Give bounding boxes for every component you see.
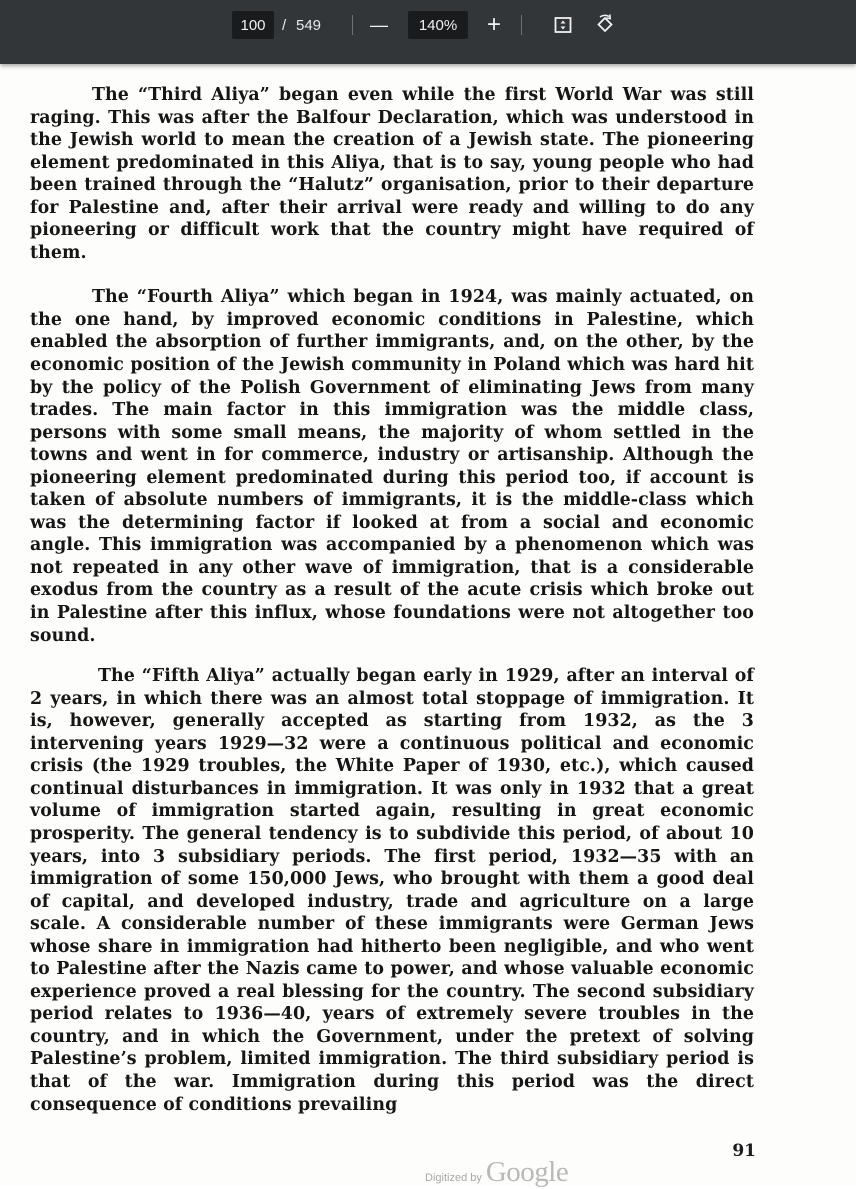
- zoom-level-input[interactable]: 140%: [408, 11, 468, 39]
- google-logo: Google: [485, 1156, 569, 1188]
- page-separator: /: [282, 16, 287, 34]
- minus-icon: —: [370, 14, 388, 35]
- fit-to-page-button[interactable]: [547, 9, 579, 41]
- toolbar-divider: [521, 15, 522, 35]
- zoom-in-button[interactable]: [478, 9, 510, 41]
- zoom-out-button[interactable]: [363, 9, 395, 41]
- rotate-button[interactable]: [589, 9, 621, 41]
- rotate-icon: [594, 14, 616, 36]
- google-digitized-watermark: [425, 1156, 568, 1189]
- paragraph-fourth-aliya: The “Fourth Aliya” which began in 1924, was mainly actuated, on the one hand, by improved economic conditions in Palestine, which enabled the absorption of further immigrants, and, on the other, by the economic position of the Jewish community in Poland which was hard hit by the policy of the Polish Government of eliminating Jews from many trades. The main factor in this immigration was the middle class, persons with some small means, the majority of whom settled in the towns and went in for commerce, industry or artisanship. Although the pioneering element predominated during this period too, if account is taken of absolute numbers of immigrants, it is the middle-class which was the determining factor if looked at from a social and economic angle. This immigration was accompanied by a phenomenon which was not repeated in any other wave of immigration, that is a considerable exodus from the country as a result of the acute crisis which broke out in Palestine after this influx, whose foundations were not altogether too sound.: [30, 287, 754, 646]
- pdf-toolbar: [0, 0, 856, 64]
- plus-icon: +: [486, 11, 501, 38]
- total-pages: 549: [296, 16, 322, 34]
- paragraph-third-aliya: The “Third Aliya” began even while the first World War was still raging. This was after the Balfour Declaration, which was understood in the Jewish world to mean the creation of a Jewish state. The pioneering element predominated in this Aliya, that is to say, young people who had been trained through the “Halutz” organisation, prior to their departure for Palestine and, after their arrival were ready and willing to do any pioneering or difficult work that the country might have required of them.: [30, 85, 754, 263]
- current-page-input[interactable]: 100: [232, 11, 274, 39]
- fit-to-page-icon: [553, 15, 573, 35]
- pdf-page: [0, 64, 856, 1186]
- toolbar-divider: [352, 15, 353, 35]
- watermark-digitized-by: Digitized by: [425, 1172, 482, 1184]
- page-number: 91: [732, 1141, 756, 1161]
- paragraph-fifth-aliya: The “Fifth Aliya” actually began early in 1929, after an interval of 2 years, in which there was an almost total stoppage of immigration. It is, however, generally accepted as starting from 1932, as the 3 intervening years 1929—32 were a continuous political and economic crisis (the 1929 troubles, the White Paper of 1930, etc.), which caused continual disturbances in immigration. It was only in 1932 that a great volume of immigration started again, resulting in great economic prosperity. The general tendency is to subdivide this period, of about 10 years, into 3 subsidiary periods. The first period, 1932—35 with an immigration of some 150,000 Jews, who brought with them a good deal of capital, and developed industry, trade and agriculture on a large scale. A considerable number of these immigrants were German Jews whose share in immigration had hitherto been negligible, and who went to Palestine after the Nazis came to power, and whose valuable economic experience proved a real blessing for the country. The second subsidiary period relates to 1936—40, years of extremely severe troubles in the country, and in which the Government, under the pretext of solving Palestine’s problem, limited immigration. The third subsidiary period is that of the war. Immigration during this period was the direct consequence of conditions prevailing: [30, 666, 754, 1115]
- page-text-body: [30, 84, 754, 1116]
